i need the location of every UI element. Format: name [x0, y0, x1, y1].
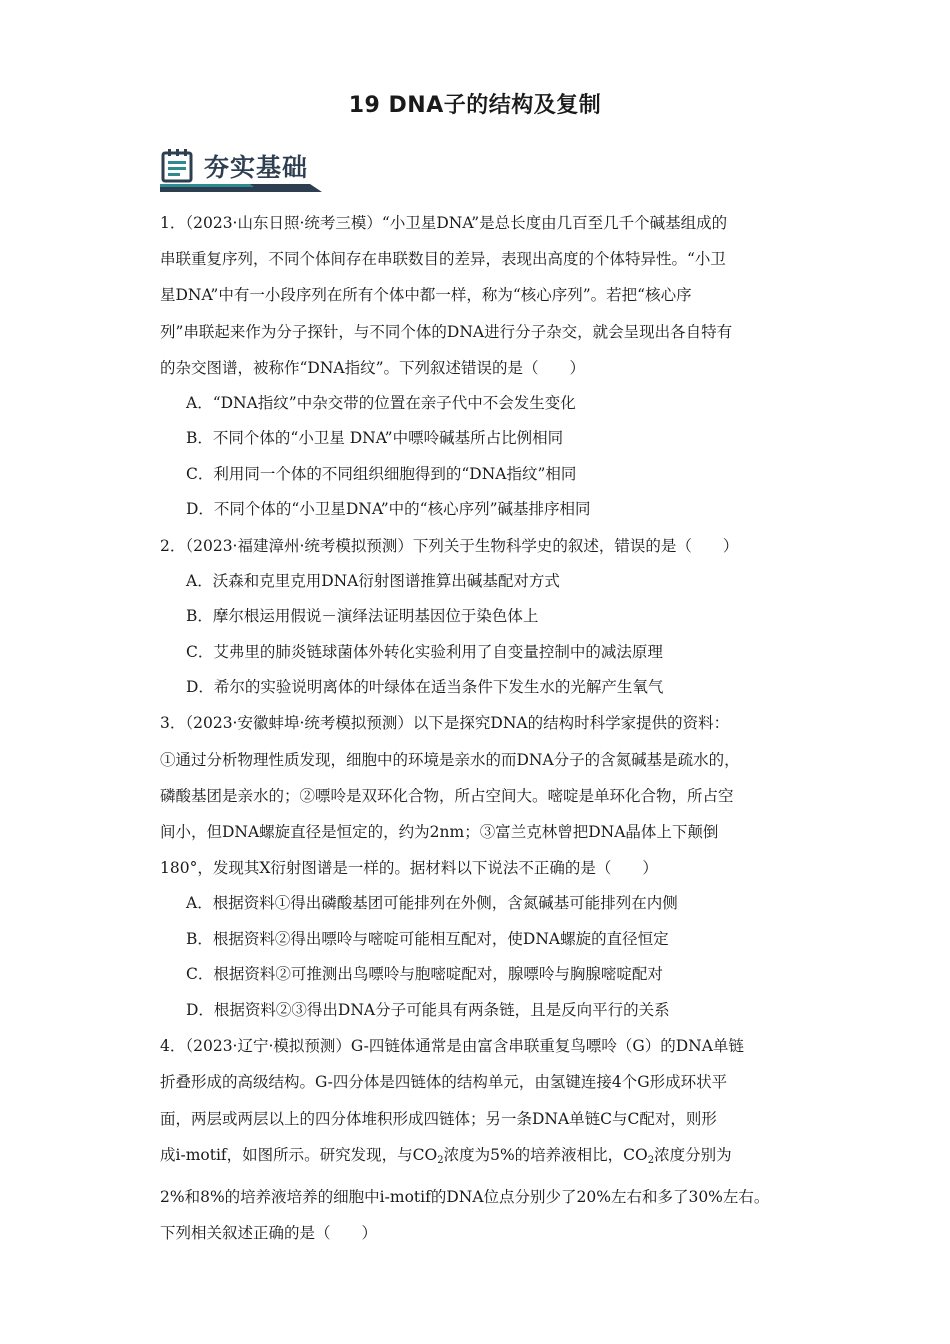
option-a: A．根据资料①得出磷酸基团可能排列在外侧，含氮碱基可能排列在内侧: [186, 894, 678, 913]
option-a: A．“DNA指纹”中杂交带的位置在亲子代中不会发生变化: [186, 394, 576, 413]
option-d: D．根据资料②③得出DNA分子可能具有两条链，且是反向平行的关系: [186, 1000, 670, 1019]
option-c: C．艾弗里的肺炎链球菌体外转化实验利用了自变量控制中的减法原理: [186, 642, 663, 661]
question-stem-line: 列”串联起来作为分子探针，与不同个体的DNA进行分子杂交，就会呈现出各自特有: [160, 322, 733, 341]
text-run: 成i-motif，如图所示。研究发现，与CO: [160, 1145, 438, 1164]
option-c: C．根据资料②可推测出鸟嘌呤与胞嘧啶配对，腺嘌呤与胸腺嘧啶配对: [186, 965, 663, 984]
option-b: B．不同个体的“小卫星 DNA”中嘌呤碱基所占比例相同: [186, 429, 564, 448]
option-d: D．不同个体的“小卫星DNA”中的“核心序列”碱基排序相同: [186, 500, 591, 519]
question-stem-line: 3．（2023·安徽蚌埠·统考模拟预测）以下是探究DNA的结构时科学家提供的资料：: [160, 714, 730, 733]
question-list: [160, 205, 810, 1251]
notebook-icon: [160, 148, 196, 184]
question-stem-line: ①通过分析物理性质发现，细胞中的环境是亲水的而DNA分子的含氮碱基是疏水的，: [160, 750, 740, 769]
question-stem-line: 4．（2023·辽宁·模拟预测）G-四链体通常是由富含串联重复鸟嘌呤（G）的DNA单链: [160, 1037, 744, 1056]
section-label: 夯实基础: [204, 153, 309, 182]
option-a: A．沃森和克里克用DNA衍射图谱推算出碱基配对方式: [186, 571, 560, 590]
question-stem-line: 星DNA”中有一小段序列在所有个体中都一样，称为“核心序列”。若把“核心序: [160, 286, 692, 305]
question-1: [160, 205, 810, 528]
page-title: 19 DNA子的结构及复制: [348, 93, 602, 118]
question-stem-line: 下列相关叙述正确的是（ ）: [160, 1224, 378, 1243]
subscript: 2: [437, 1154, 444, 1166]
question-3: [160, 705, 810, 1028]
question-stem-line: 的杂交图谱，被称作“DNA指纹”。下列叙述错误的是（ ）: [160, 358, 586, 377]
question-stem-line: 2．（2023·福建漳州·统考模拟预测）下列关于生物科学史的叙述，错误的是（ ）: [160, 536, 739, 555]
option-b: B．摩尔根运用假说－演绎法证明基因位于染色体上: [186, 607, 539, 626]
subscript: 2: [647, 1154, 655, 1166]
option-b: B．根据资料②得出嘌呤与嘧啶可能相互配对，使DNA螺旋的直径恒定: [186, 929, 669, 948]
question-stem-line: 串联重复序列，不同个体间存在串联数目的差异，表现出高度的个体特异性。“小卫: [160, 250, 726, 269]
question-stem-line: 间小，但DNA螺旋直径是恒定的，约为2nm；③富兰克林曾把DNA晶体上下颠倒: [160, 823, 719, 842]
option-c: C．利用同一个体的不同组织细胞得到的“DNA指纹”相同: [186, 464, 577, 483]
question-2: [160, 528, 810, 706]
text-run: 浓度为5%的培养液相比，CO: [443, 1145, 648, 1164]
question-stem-line: 磷酸基团是亲水的；②嘌呤是双环化合物，所占空间大。嘧啶是单环化合物，所占空: [160, 786, 734, 805]
question-stem-line: 180°，发现其X衍射图谱是一样的。据材料以下说法不正确的是（ ）: [160, 859, 658, 878]
section-header: [160, 146, 330, 194]
text-run: 浓度分别为: [654, 1145, 732, 1164]
question-stem-line: 面，两层或两层以上的四分体堆积形成四链体；另一条DNA单链C与C配对，则形: [160, 1109, 717, 1128]
question-stem-line: 2%和8%的培养液培养的细胞中i-motif的DNA位点分别少了20%左右和多了30%左右。: [160, 1187, 770, 1206]
question-stem-line: 折叠形成的高级结构。G-四分体是四链体的结构单元，由氢键连接4个G形成环状平: [160, 1073, 728, 1092]
question-4: [160, 1028, 810, 1251]
section-underline: [160, 184, 322, 192]
question-stem-line: 1．（2023·山东日照·统考三模）“小卫星DNA”是总长度由几百至几千个碱基组成的: [160, 214, 728, 232]
option-d: D．希尔的实验说明离体的叶绿体在适当条件下发生水的光解产生氧气: [186, 678, 664, 697]
question-stem-line: [160, 1137, 810, 1179]
